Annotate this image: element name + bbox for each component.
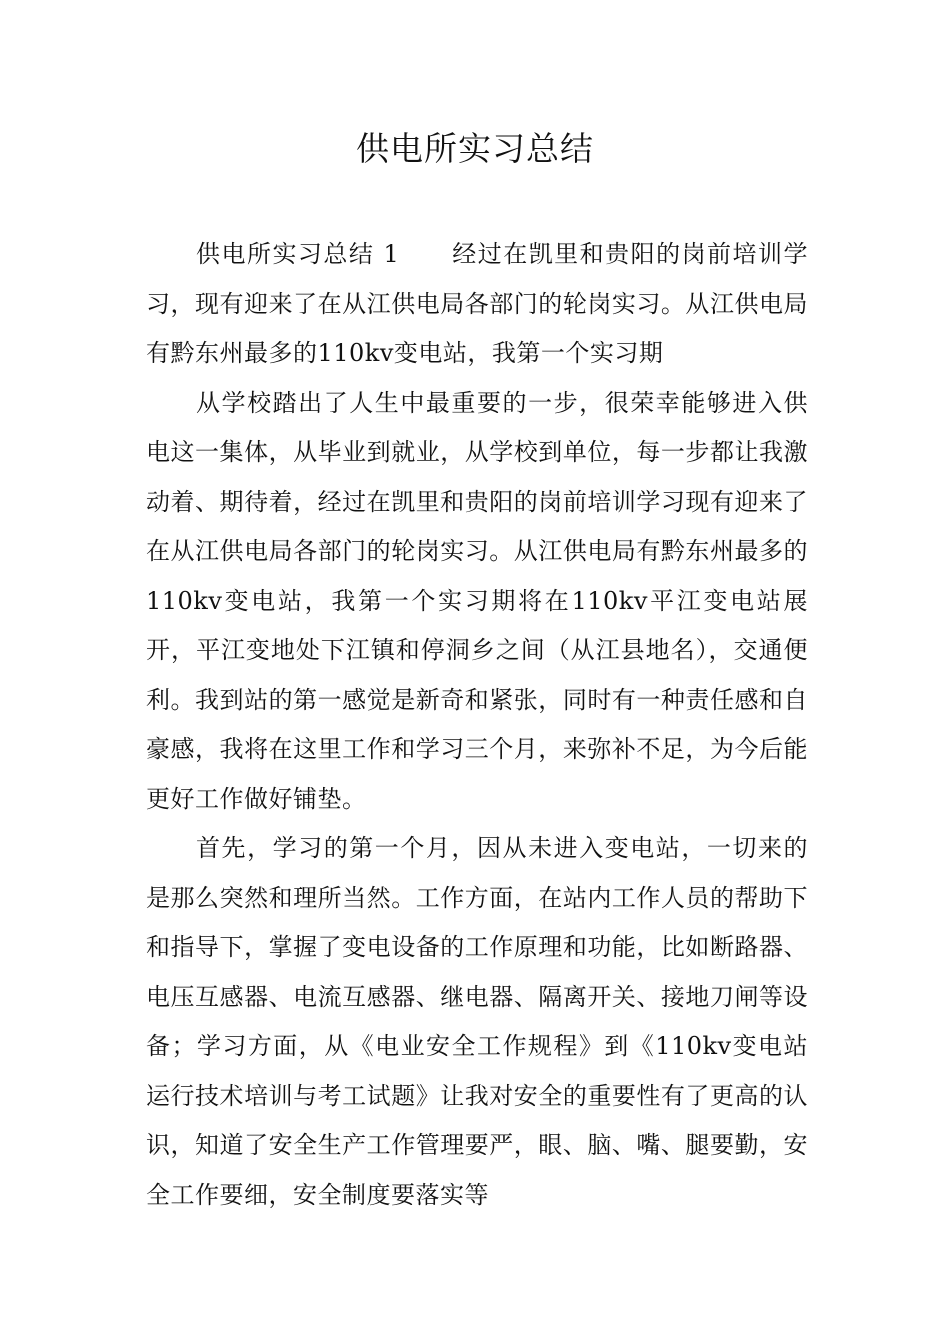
paragraph-2: 从学校踏出了人生中最重要的一步，很荣幸能够进入供电这一集体，从毕业到就业，从学校到单位，每一步都让我激动着、期待着，经过在凯里和贵阳的岗前培训学习现有迎来了在从江供电局各部门的轮岗实习。从江供电局有黔东州最多的110kv变电站，我第一个实习期将在110kv平江变电站展开，平江变地处下江镇和停洞乡之间（从江县地名），交通便利。我到站的第一感觉是新奇和紧张，同时有一种责任感和自豪感，我将在这里工作和学习三个月，来弥补不足，为今后能更好工作做好铺垫。 bbox=[146, 388, 808, 813]
paragraph-1 bbox=[146, 230, 808, 379]
paragraph-3: 首先，学习的第一个月，因从未进入变电站，一切来的是那么突然和理所当然。工作方面，在站内工作人员的帮助下和指导下，掌握了变电设备的工作原理和功能，比如断路器、电压互感器、电流互感器、继电器、隔离开关、接地刀闸等设备；学习方面，从《电业安全工作规程》到《110kv变电站运行技术培训与考工试题》让我对安全的重要性有了更高的认识，知道了安全生产工作管理要严，眼、脑、嘴、腿要勤，安全工作要细，安全制度要落实等 bbox=[146, 834, 808, 1209]
document-body bbox=[146, 230, 808, 1220]
document-title: 供电所实习总结 bbox=[356, 129, 594, 168]
paragraph-1-lead: 供电所实习总结 1 bbox=[196, 240, 400, 268]
paragraph-1-text: 经过在凯里和贵阳的岗前培训学习，现有迎来了在从江供电局各部门的轮岗实习。从江供电局有黔东州最多的110kv变电站，我第一个实习期 bbox=[146, 240, 809, 367]
